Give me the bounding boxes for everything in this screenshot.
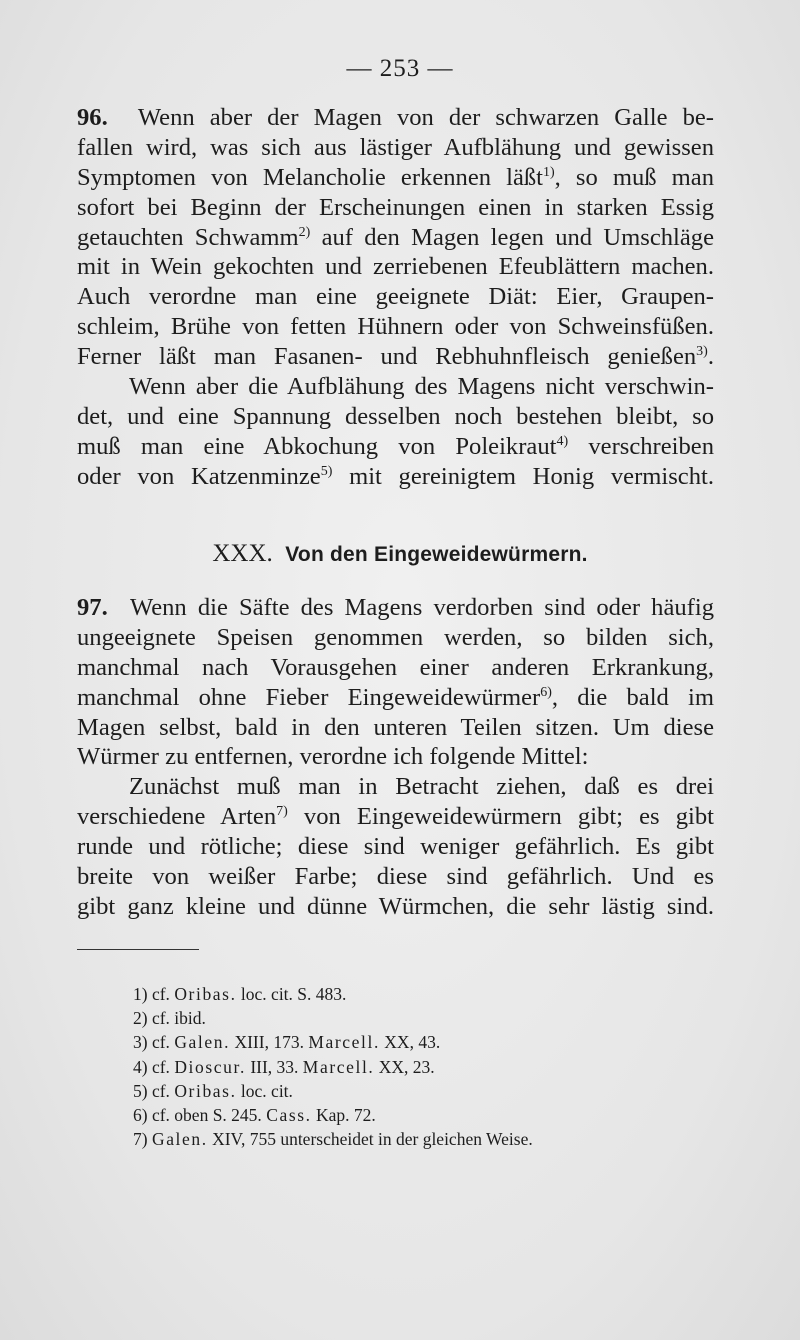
section-number: 97. (77, 594, 108, 621)
text-line: sofort bei Beginn der Erscheinungen einen in starken Essig (77, 193, 714, 221)
text-line: runde und rötliche; diese sind weniger gefährlich. Es gibt (77, 833, 714, 861)
footnote: 6) cf. oben S. 245. Cass. Kap. 72. (133, 1105, 376, 1126)
chapter-roman-numeral: XXX. (212, 540, 273, 567)
section-number: 96. (77, 104, 108, 131)
chapter-heading (0, 540, 800, 568)
footnote-ref: 2) (298, 224, 311, 240)
text-line: 97. Wenn die Säfte des Magens verdorben sind oder häufig (77, 594, 715, 621)
text-line: manchmal nach Vorausgehen einer anderen Erkrankung, (77, 653, 714, 681)
footnote-ref: 1) (543, 164, 555, 180)
text-line: Auch verordne man eine geeignete Diät: Eier, Graupen- (77, 283, 714, 311)
text-line: Würmer zu entfernen, verordne ich folgende Mittel: (77, 743, 589, 771)
footnote: 4) cf. Dioscur. III, 33. Marcell. XX, 23. (133, 1056, 435, 1077)
text-line: 96. Wenn aber der Magen von der schwarzen Galle be- (77, 104, 714, 131)
text-line: breite von weißer Farbe; diese sind gefährlich. Und es (77, 863, 714, 891)
footnote: 5) cf. Oribas. loc. cit. (133, 1080, 293, 1101)
footnote-ref: 3) (696, 344, 708, 360)
text-line: gibt ganz kleine und dünne Würmchen, die sehr lästig sind. (77, 892, 714, 920)
text-line: Ferner läßt man Fasanen- und Rebhuhnfleisch genießen$^{3)}$. (77, 343, 714, 371)
text-line: mit in Wein gekochten und zerriebenen Efeublättern machen. (77, 253, 714, 281)
chapter-title: Von den Eingeweidewürmern. (285, 543, 588, 566)
text-line: Wenn aber die Aufblähung des Magens nicht verschwin- (129, 373, 714, 401)
footnote-ref: 5) (320, 463, 333, 479)
text-line: getauchten Schwamm$^{2)}$ auf den Magen legen und Umschläge (77, 223, 714, 251)
text-line: fallen wird, was sich aus lästiger Aufblähung und gewissen (77, 133, 714, 161)
footnote-ref: 6) (540, 684, 552, 700)
footnote: 7) Galen. XIV, 755 unterscheidet in der gleichen Weise. (133, 1129, 533, 1150)
text-line: ungeeignete Speisen genommen werden, so bilden sich, (77, 623, 714, 651)
text-line: Magen selbst, bald in den unteren Teilen sitzen. Um diese (77, 713, 714, 741)
footnote: 1) cf. Oribas. loc. cit. S. 483. (133, 984, 347, 1004)
text-line: manchmal ohne Fieber Eingeweidewürmer$^{6)}$, die bald im (77, 683, 714, 711)
page-number: — 253 — (346, 55, 454, 82)
footnote: 3) cf. Galen. XIII, 173. Marcell. XX, 43. (133, 1032, 441, 1053)
text-line: oder von Katzenminze$^{5)}$ mit gereinigtem Honig vermischt. (77, 462, 714, 490)
text-line: muß man eine Abkochung von Poleikraut$^{4)}$ verschreiben (77, 432, 714, 460)
section-97 (77, 593, 714, 922)
footnote-divider (77, 949, 199, 950)
section-96 (77, 103, 714, 492)
text-line: Zunächst muß man in Betracht ziehen, daß es drei (129, 773, 714, 801)
footnote: 2) cf. ibid. (133, 1008, 206, 1029)
text-line: Symptomen von Melancholie erkennen läßt$^{1)}$, so muß man (77, 163, 714, 191)
footnote-ref: 4) (556, 433, 569, 449)
text-line: det, und eine Spannung desselben noch bestehen bleibt, so (77, 402, 714, 430)
text-line: verschiedene Arten$^{7)}$ von Eingeweidewürmern gibt; es gibt (77, 803, 714, 831)
footnote-ref: 7) (276, 804, 288, 820)
footnotes (133, 982, 693, 1151)
text-line: schleim, Brühe von fetten Hühnern oder von Schweinsfüßen. (77, 313, 714, 341)
